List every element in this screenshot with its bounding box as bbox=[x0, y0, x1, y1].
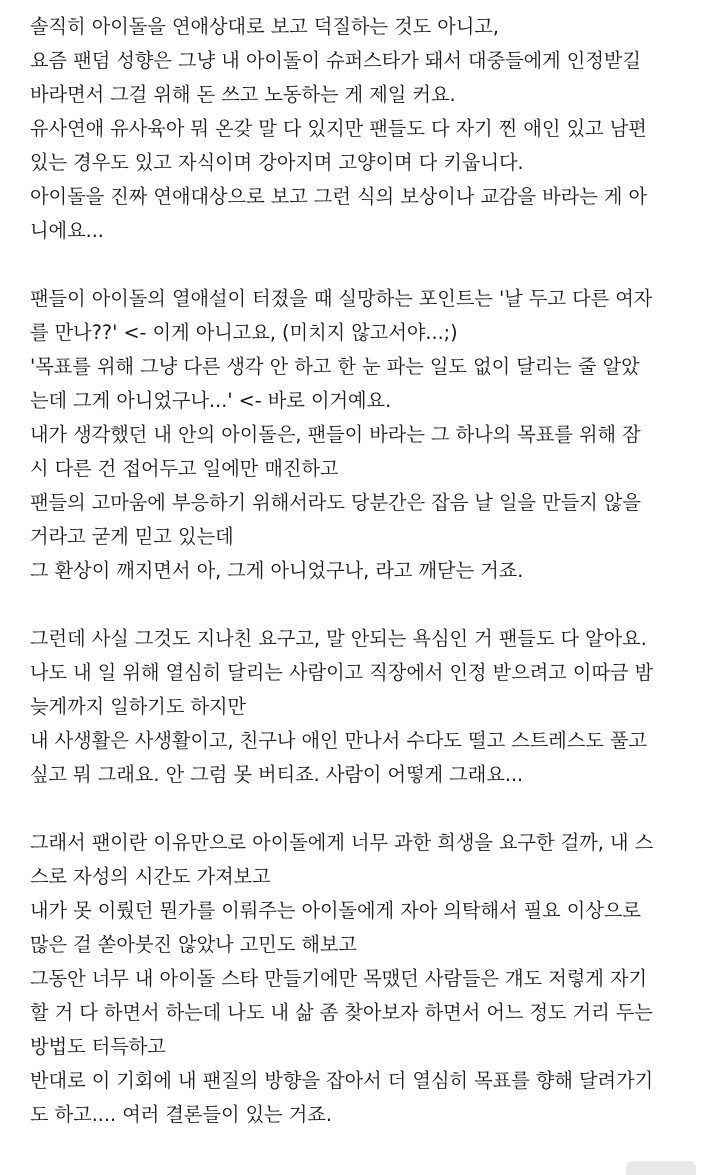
text-line: 내가 못 이뤘던 뭔가를 이뤄주는 아이돌에게 자아 의탁해서 필요 이상으로 bbox=[30, 899, 641, 922]
text-line: 그 환상이 깨지면서 아, 그게 아니었구나, 라고 깨닫는 거죠. bbox=[30, 559, 524, 582]
paragraph-2 bbox=[30, 282, 700, 588]
text-line: 시 다른 건 접어두고 일에만 매진하고 bbox=[30, 457, 339, 480]
text-line: 늦게까지 일하기도 하지만 bbox=[30, 695, 247, 718]
paragraph-4 bbox=[30, 826, 700, 1132]
text-line: 팬들의 고마움에 부응하기 위해서라도 당분간은 잡음 날 일을 만들지 않을 bbox=[30, 491, 641, 514]
text-line: 그동안 너무 내 아이돌 스타 만들기에만 목맸던 사람들은 걔도 저렇게 자기 bbox=[30, 967, 648, 990]
text-line: 바라면서 그걸 위해 돈 쓰고 노동하는 게 제일 커요. bbox=[30, 83, 456, 106]
text-line: 를 만나??' <- 이게 아니고요, (미치지 않고서야...;) bbox=[30, 321, 458, 344]
text-line: 내 사생활은 사생활이고, 친구나 애인 만나서 수다도 떨고 스트레스도 풀고 bbox=[30, 729, 648, 752]
text-line: 스로 자성의 시간도 가져보고 bbox=[30, 865, 271, 888]
paragraph-1 bbox=[30, 10, 700, 248]
text-line: 니에요... bbox=[30, 219, 104, 242]
text-line: 그래서 팬이란 이유만으로 아이돌에게 너무 과한 희생을 요구한 걸까, 내 스 bbox=[30, 831, 654, 854]
text-line: 그런데 사실 그것도 지나친 요구고, 말 안되는 욕심인 거 팬들도 다 알아요. bbox=[30, 627, 647, 650]
text-line: 싶고 뭐 그래요. 안 그럼 못 버티죠. 사람이 어떻게 그래요... bbox=[30, 763, 524, 786]
text-line: 도 하고.... 여러 결론들이 있는 거죠. bbox=[30, 1103, 332, 1126]
text-line: 요즘 팬덤 성향은 그냥 내 아이돌이 슈퍼스타가 돼서 대중들에게 인정받길 bbox=[30, 49, 641, 72]
text-line: 팬들이 아이돌의 열애설이 터졌을 때 실망하는 포인트는 '날 두고 다른 여자 bbox=[30, 287, 653, 310]
paragraph-3 bbox=[30, 622, 700, 792]
text-line: 할 거 다 하면서 하는데 나도 내 삶 좀 찾아보자 하면서 어느 정도 거리 두는 bbox=[30, 1001, 653, 1024]
text-line: 아이돌을 진짜 연애대상으로 보고 그런 식의 보상이나 교감을 바라는 게 아 bbox=[30, 185, 648, 208]
text-line: 유사연애 유사육아 뭐 온갖 말 다 있지만 팬들도 다 자기 찐 애인 있고 남편 bbox=[30, 117, 647, 140]
text-line: 는데 그게 아니었구나...' <- 바로 이거예요. bbox=[30, 389, 392, 412]
text-line: '목표를 위해 그냥 다른 생각 안 하고 한 눈 파는 일도 없이 달리는 줄 알았 bbox=[30, 355, 640, 378]
text-line: 솔직히 아이돌을 연애상대로 보고 덕질하는 것도 아니고, bbox=[30, 15, 500, 38]
corner-tab-decoration bbox=[626, 1161, 696, 1175]
article-body bbox=[30, 10, 700, 1166]
text-line: 나도 내 일 위해 열심히 달리는 사람이고 직장에서 인정 받으려고 이따금 밤 bbox=[30, 661, 654, 684]
text-line: 방법도 터득하고 bbox=[30, 1035, 166, 1058]
text-line: 있는 경우도 있고 자식이며 강아지며 고양이며 다 키웁니다. bbox=[30, 151, 524, 174]
text-line: 많은 걸 쏟아붓진 않았나 고민도 해보고 bbox=[30, 933, 358, 956]
text-line: 내가 생각했던 내 안의 아이돌은, 팬들이 바라는 그 하나의 목표를 위해 잠 bbox=[30, 423, 641, 446]
text-line: 거라고 굳게 믿고 있는데 bbox=[30, 525, 234, 548]
text-line: 반대로 이 기회에 내 팬질의 방향을 잡아서 더 열심히 목표를 향해 달려가기 bbox=[30, 1069, 654, 1092]
